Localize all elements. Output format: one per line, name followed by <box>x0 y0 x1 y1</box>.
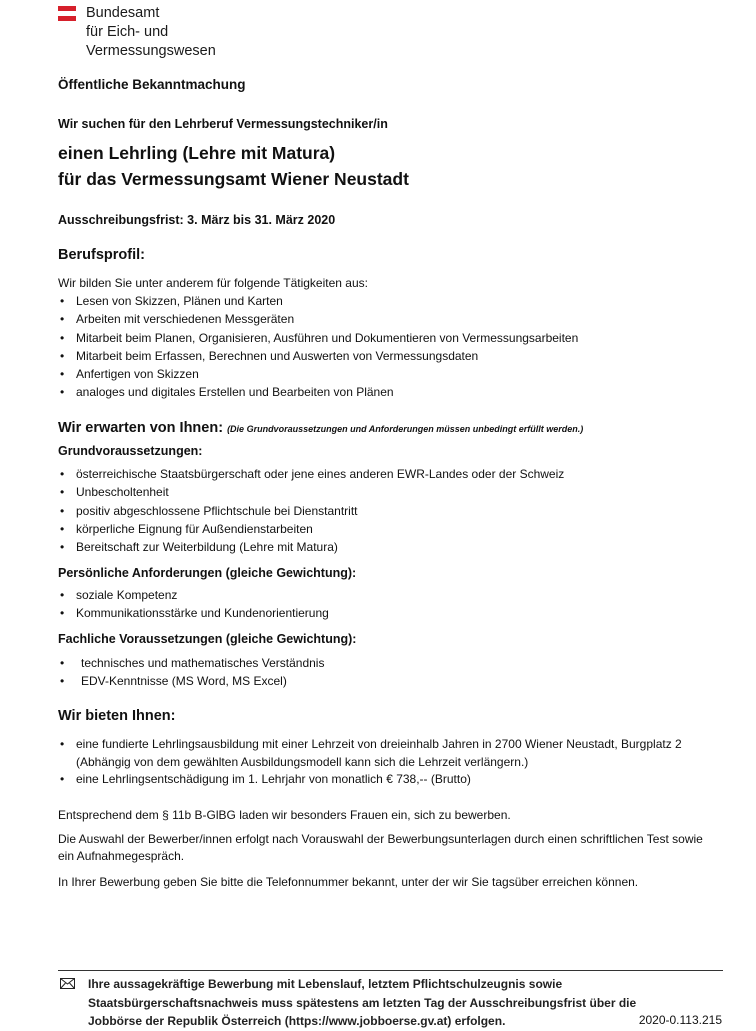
envelope-icon <box>60 978 75 989</box>
expect-note: (Die Grundvoraussetzungen und Anforderungen müssen unbedingt erfüllt werden.) <box>227 424 584 434</box>
list-item: • Arbeiten mit verschiedenen Messgeräten <box>58 310 578 328</box>
expect-heading-text: Wir erwarten von Ihnen: <box>58 420 224 436</box>
org-name-line: für Eich- und <box>86 24 169 40</box>
list-item: • Mitarbeit beim Erfassen, Berechnen und Auswerten von Vermessungsdaten <box>58 347 578 365</box>
list-item: • Lesen von Skizzen, Plänen und Karten <box>58 292 578 310</box>
job-headline <box>58 140 409 192</box>
equality-paragraph: Entsprechend dem § 11b B-GlBG laden wir besonders Frauen ein, sich zu bewerben. <box>58 808 511 822</box>
phone-paragraph: In Ihrer Bewerbung geben Sie bitte die Telefonnummer bekannt, unter der wir Sie tagsüber erreichen können. <box>58 875 639 889</box>
list-item: • technisches und mathematisches Verständnis <box>58 654 324 672</box>
list-item: • österreichische Staatsbürgerschaft oder jene eines anderen EWR-Landes oder der Schweiz <box>58 465 564 483</box>
profile-heading: Berufsprofil: <box>58 247 145 263</box>
list-item: • Bereitschaft zur Weiterbildung (Lehre mit Matura) <box>58 538 564 556</box>
expect-heading <box>58 420 583 436</box>
austria-flag-icon <box>58 6 76 21</box>
application-instructions <box>88 975 718 1031</box>
profile-intro: Wir bilden Sie unter anderem für folgende Tätigkeiten aus: <box>58 276 368 290</box>
footer-line: Jobbörse der Republik Österreich (https://www.jobboerse.gv.at) erfolgen. <box>88 1014 506 1028</box>
personal-requirements-heading: Persönliche Anforderungen (gleiche Gewichtung): <box>58 566 357 580</box>
list-item: • körperliche Eignung für Außendienstarbeiten <box>58 520 564 538</box>
list-item: • Unbescholtenheit <box>58 483 564 501</box>
headline-line: einen Lehrling (Lehre mit Matura) <box>58 143 336 163</box>
list-item: • analoges und digitales Erstellen und Bearbeiten von Plänen <box>58 383 578 401</box>
job-intro: Wir suchen für den Lehrberuf Vermessungstechniker/in <box>58 117 388 131</box>
footer-divider <box>58 970 723 971</box>
offer-list <box>58 736 736 789</box>
profile-list <box>58 292 578 402</box>
org-name-line: Vermessungswesen <box>86 43 216 59</box>
basic-requirements-list <box>58 465 564 556</box>
list-item: • positiv abgeschlossene Pflichtschule bei Dienstantritt <box>58 502 564 520</box>
list-item: • soziale Kompetenz <box>58 586 329 604</box>
footer-line: Ihre aussagekräftige Bewerbung mit Lebenslauf, letztem Pflichtschulzeugnis sowie <box>88 977 563 991</box>
reference-number: 2020-0.113.215 <box>638 1013 722 1027</box>
list-item: • Kommunikationsstärke und Kundenorientierung <box>58 604 329 622</box>
offer-heading: Wir bieten Ihnen: <box>58 708 176 724</box>
list-item: • Mitarbeit beim Planen, Organisieren, Ausführen und Dokumentieren von Vermessungsarbeiten <box>58 329 578 347</box>
application-deadline: Ausschreibungsfrist: 3. März bis 31. März 2020 <box>58 213 336 227</box>
org-name <box>86 4 326 61</box>
footer-line: Staatsbürgerschaftsnachweis muss spätestens am letzten Tag der Ausschreibungsfrist über die <box>88 995 637 1010</box>
list-item: • EDV-Kenntnisse (MS Word, MS Excel) <box>58 672 324 690</box>
technical-requirements-list <box>58 654 324 691</box>
selection-paragraph: Die Auswahl der Bewerber/innen erfolgt nach Vorauswahl der Bewerbungsunterlagen durch einen schriftlichen Test sowie ein Aufnahmegespräch. <box>58 832 703 863</box>
notice-title: Öffentliche Bekanntmachung <box>58 77 246 92</box>
headline-line: für das Vermessungsamt Wiener Neustadt <box>58 169 409 189</box>
org-name-line: Bundesamt <box>86 5 160 21</box>
personal-requirements-list <box>58 586 329 623</box>
list-item: • eine fundierte Lehrlingsausbildung mit einer Lehrzeit von dreieinhalb Jahren in 2700 Wiener Neustadt, Burgplatz 2 (Abhängig von dem gewählten Ausbildungsmodell kann sich die Lehrzeit verlängern.) <box>58 736 736 771</box>
technical-requirements-heading: Fachliche Voraussetzungen (gleiche Gewichtung): <box>58 632 357 646</box>
list-item: • eine Lehrlingsentschädigung im 1. Lehrjahr von monatlich € 738,-- (Brutto) <box>58 771 736 789</box>
list-item: • Anfertigen von Skizzen <box>58 365 578 383</box>
basic-requirements-heading: Grundvoraussetzungen: <box>58 444 203 458</box>
